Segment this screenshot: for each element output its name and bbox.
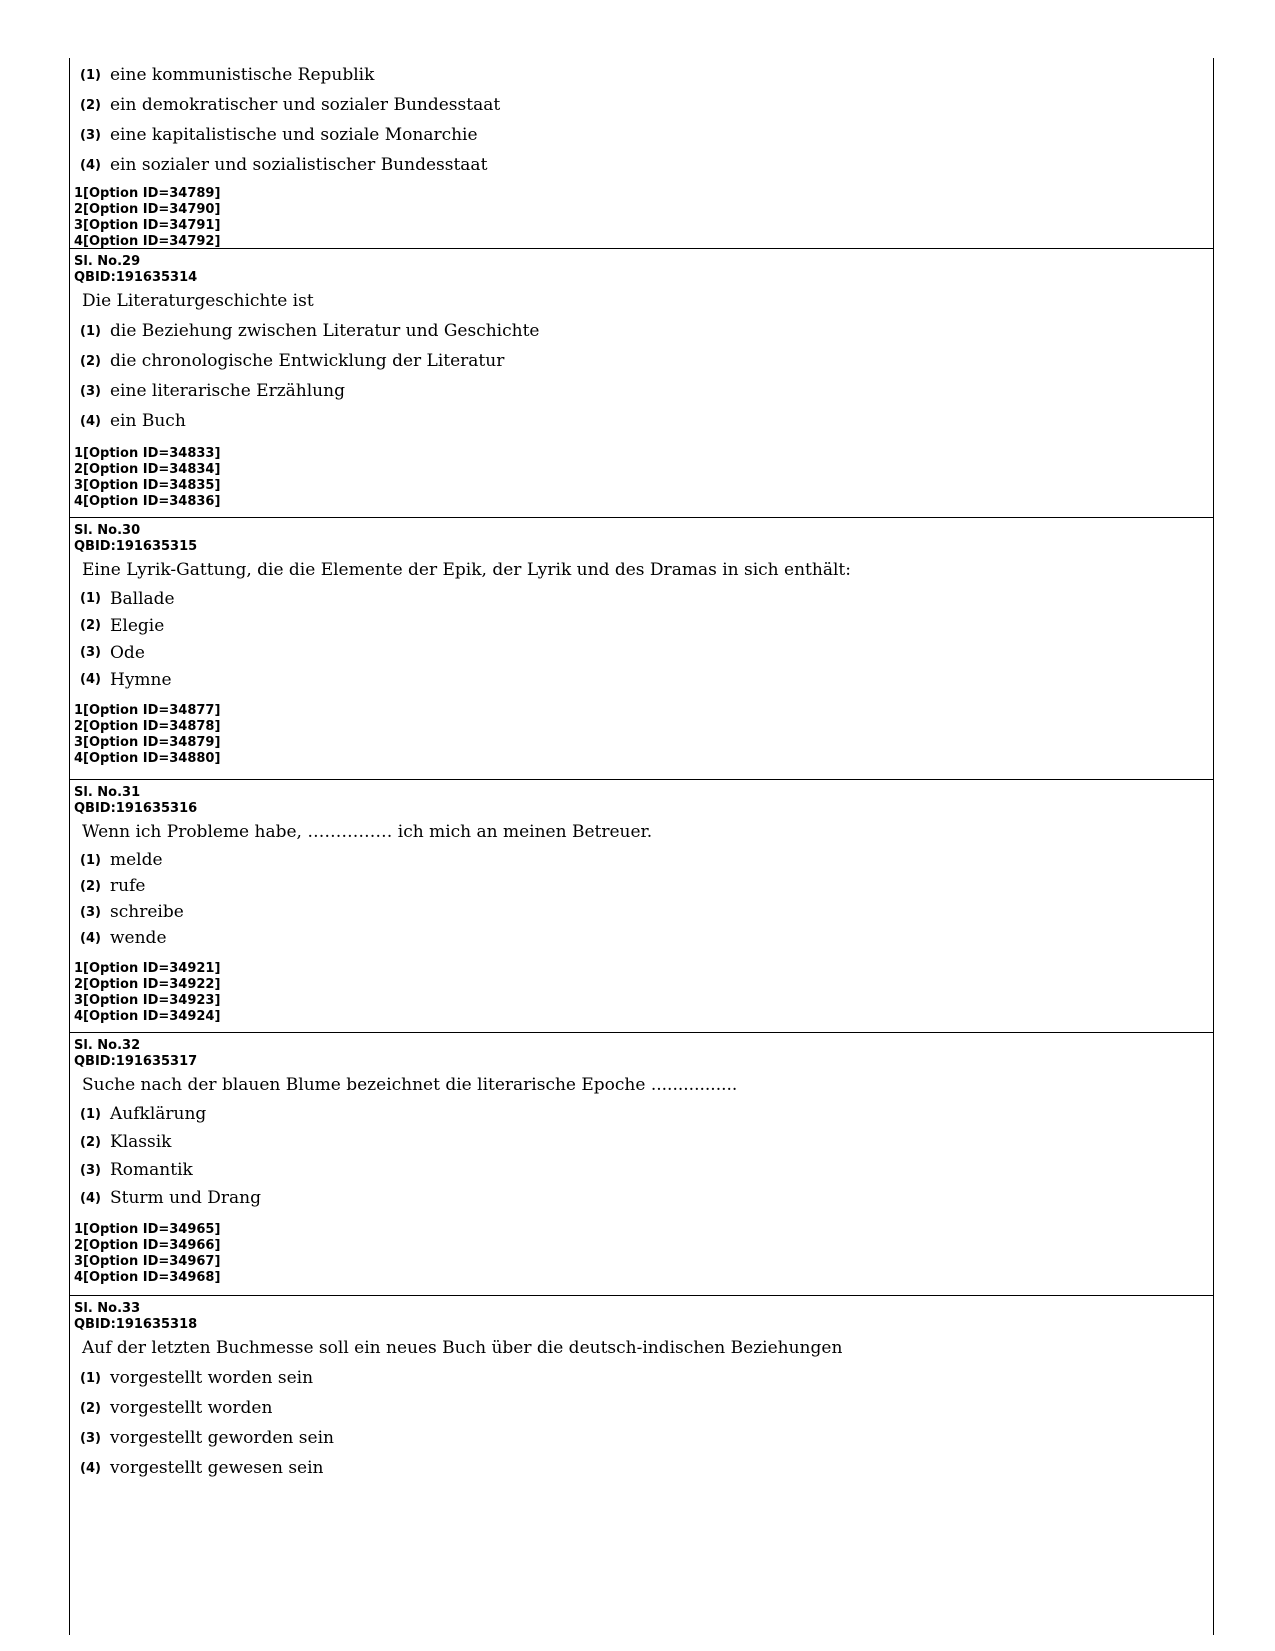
option-text: Romantik	[110, 1160, 193, 1180]
option-number: (4)	[80, 1190, 101, 1206]
question-block-29	[70, 249, 1213, 518]
option-row	[70, 847, 1213, 873]
option-number: (3)	[80, 904, 101, 920]
option-number: (2)	[80, 878, 101, 894]
option-id-list	[70, 951, 1213, 1029]
option-number: (2)	[80, 618, 101, 633]
option-text: wende	[110, 928, 167, 948]
option-text: melde	[110, 850, 163, 870]
option-text: ein sozialer und sozialistischer Bundesstaat	[110, 155, 488, 175]
option-id: 2[Option ID=34790]	[74, 202, 221, 217]
option-id-list	[70, 180, 1213, 254]
option-row	[70, 925, 1213, 951]
option-id: 3[Option ID=34791]	[74, 218, 221, 233]
option-row	[70, 120, 1213, 150]
question-text: Suche nach der blauen Blume bezeichnet die literarische Epoche ................	[82, 1075, 738, 1095]
option-text: ein Buch	[110, 411, 186, 431]
option-row	[70, 899, 1213, 925]
option-id: 2[Option ID=34834]	[74, 462, 221, 477]
option-number: (3)	[80, 127, 101, 143]
question-text: Auf der letzten Buchmesse soll ein neues Buch über die deutsch-indischen Beziehungen	[82, 1338, 843, 1358]
option-text: eine kapitalistische und soziale Monarchie	[110, 125, 478, 145]
option-row	[70, 60, 1213, 90]
serial-number: Sl. No.32	[74, 1038, 141, 1053]
option-text: die Beziehung zwischen Literatur und Geschichte	[110, 321, 540, 341]
option-id: 4[Option ID=34924]	[74, 1009, 221, 1024]
option-text: rufe	[110, 876, 146, 896]
option-row	[70, 1363, 1213, 1393]
option-row	[70, 90, 1213, 120]
question-block-32	[70, 1033, 1213, 1296]
option-number: (3)	[80, 1430, 101, 1446]
option-id-list	[70, 1212, 1213, 1290]
option-row	[70, 1423, 1213, 1453]
option-id: 1[Option ID=34877]	[74, 703, 221, 718]
option-id: 2[Option ID=34878]	[74, 719, 221, 734]
option-number: (3)	[80, 383, 101, 399]
serial-number: Sl. No.33	[74, 1301, 141, 1316]
option-id: 4[Option ID=34792]	[74, 234, 221, 249]
option-row	[70, 1100, 1213, 1128]
option-text: Klassik	[110, 1132, 172, 1152]
option-id: 3[Option ID=34923]	[74, 993, 221, 1008]
option-id-list	[70, 436, 1213, 514]
option-id: 2[Option ID=34922]	[74, 977, 221, 992]
option-number: (4)	[80, 1460, 101, 1476]
option-id: 3[Option ID=34967]	[74, 1254, 221, 1269]
option-number: (4)	[80, 930, 101, 946]
option-number: (1)	[80, 67, 101, 83]
option-text: eine kommunistische Republik	[110, 65, 375, 85]
qbid: QBID:191635315	[74, 539, 198, 554]
option-row	[70, 406, 1213, 436]
option-row	[70, 612, 1213, 639]
option-number: (3)	[80, 1162, 101, 1178]
option-number: (4)	[80, 672, 101, 687]
question-block-33	[70, 1296, 1213, 1483]
option-number: (1)	[80, 1370, 101, 1386]
option-text: Elegie	[110, 615, 165, 636]
option-row	[70, 1453, 1213, 1483]
qbid: QBID:191635316	[74, 801, 198, 816]
option-id: 1[Option ID=34789]	[74, 186, 221, 201]
option-row	[70, 376, 1213, 406]
option-text: vorgestellt gewesen sein	[110, 1458, 324, 1478]
option-text: Aufklärung	[110, 1104, 207, 1124]
option-row	[70, 1156, 1213, 1184]
option-text: vorgestellt worden	[110, 1398, 273, 1418]
question-block-31	[70, 780, 1213, 1033]
option-row	[70, 873, 1213, 899]
option-text: vorgestellt worden sein	[110, 1368, 314, 1388]
option-id: 4[Option ID=34968]	[74, 1270, 221, 1285]
option-row	[70, 1128, 1213, 1156]
option-row	[70, 639, 1213, 666]
option-text: Hymne	[110, 669, 172, 690]
option-text: Ode	[110, 642, 145, 663]
serial-number: Sl. No.31	[74, 785, 141, 800]
option-number: (4)	[80, 157, 101, 173]
qbid: QBID:191635317	[74, 1054, 198, 1069]
option-number: (2)	[80, 97, 101, 113]
option-text: die chronologische Entwicklung der Literatur	[110, 351, 505, 371]
qbid: QBID:191635314	[74, 270, 198, 285]
serial-number: Sl. No.29	[74, 254, 141, 269]
option-text: schreibe	[110, 902, 184, 922]
question-text: Wenn ich Probleme habe, …………… ich mich an meinen Betreuer.	[82, 822, 653, 842]
option-id: 3[Option ID=34835]	[74, 478, 221, 493]
option-text: eine literarische Erzählung	[110, 381, 345, 401]
option-text: ein demokratischer und sozialer Bundesstaat	[110, 95, 501, 115]
serial-number: Sl. No.30	[74, 523, 141, 538]
option-row	[70, 316, 1213, 346]
question-text: Die Literaturgeschichte ist	[82, 291, 314, 311]
question-text: Eine Lyrik-Gattung, die die Elemente der Epik, der Lyrik und des Dramas in sich enthält:	[82, 560, 851, 580]
option-text: vorgestellt geworden sein	[110, 1428, 334, 1448]
option-number: (4)	[80, 413, 101, 429]
option-row	[70, 150, 1213, 180]
option-id: 1[Option ID=34833]	[74, 446, 221, 461]
question-block-28-continued	[70, 58, 1213, 249]
option-id: 3[Option ID=34879]	[74, 735, 221, 750]
option-number: (3)	[80, 645, 101, 660]
option-id: 2[Option ID=34966]	[74, 1238, 221, 1253]
option-number: (1)	[80, 852, 101, 868]
option-text: Sturm und Drang	[110, 1188, 261, 1208]
option-row	[70, 346, 1213, 376]
option-number: (1)	[80, 323, 101, 339]
option-row	[70, 666, 1213, 693]
option-id-list	[70, 693, 1213, 771]
option-number: (2)	[80, 1400, 101, 1416]
option-number: (1)	[80, 1106, 101, 1122]
option-row	[70, 585, 1213, 612]
question-block-30	[70, 518, 1213, 780]
option-id: 4[Option ID=34880]	[74, 751, 221, 766]
option-text: Ballade	[110, 588, 175, 609]
option-id: 1[Option ID=34921]	[74, 961, 221, 976]
option-number: (2)	[80, 1134, 101, 1150]
option-number: (1)	[80, 591, 101, 606]
option-id: 1[Option ID=34965]	[74, 1222, 221, 1237]
option-row	[70, 1184, 1213, 1212]
option-row	[70, 1393, 1213, 1423]
option-id: 4[Option ID=34836]	[74, 494, 221, 509]
option-number: (2)	[80, 353, 101, 369]
question-paper-frame	[69, 58, 1214, 1635]
qbid: QBID:191635318	[74, 1317, 198, 1332]
